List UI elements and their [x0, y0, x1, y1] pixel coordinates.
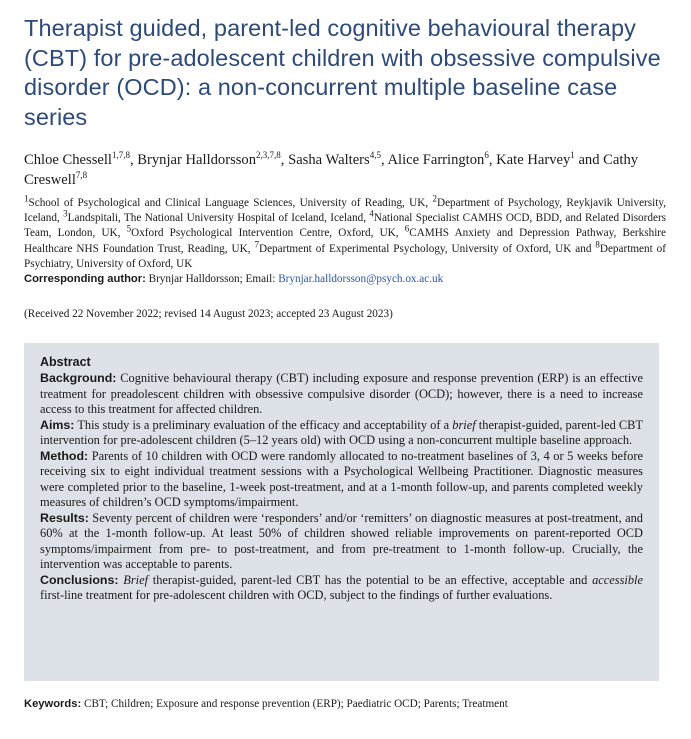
abstract-box	[24, 343, 659, 681]
affiliation-text: Landspitali, The National University Hospital of Iceland, Iceland,	[67, 212, 370, 225]
author-separator: ,	[280, 152, 289, 168]
received-dates: (Received 22 November 2022; revised 14 August 2023; accepted 23 August 2023)	[24, 308, 393, 320]
abstract-section-text: therapist-guided, parent-led CBT has the potential to be an effective, acceptable and	[148, 572, 593, 587]
abstract-section-text: accessible	[592, 572, 643, 587]
article-title: Therapist guided, parent-led cognitive behavioural therapy (CBT) for pre-adolescent children with obsessive compulsive disorder (OCD): a non-concurrent multiple baseline case series	[24, 15, 661, 130]
abstract-section	[40, 511, 643, 573]
author-name: Kate Harvey	[496, 152, 571, 168]
author-separator: ,	[380, 152, 388, 168]
affiliation-text: Department of Psychology, Reykjavik University, Iceland,	[24, 197, 666, 225]
abstract-section-label: Conclusions:	[40, 572, 119, 587]
author-separator: ,	[129, 152, 138, 168]
affiliation-list	[24, 193, 667, 270]
author-name: Sasha Walters	[288, 152, 370, 168]
affiliation-text: Oxford Psychological Intervention Centre, Oxford, UK,	[131, 227, 405, 240]
author-affiliation-marks: 1,7,8	[111, 150, 130, 161]
affiliation-number: 7	[254, 238, 259, 249]
author-affiliation-marks: 1	[570, 150, 575, 161]
affiliation-number: 4	[369, 208, 374, 219]
affiliation-number: 5	[126, 223, 132, 234]
abstract-section-label: Background:	[40, 371, 117, 385]
affiliation-text: National Specialist CAMHS OCD, BDD, and Related Disorders Team, London, UK,	[24, 212, 667, 240]
abstract-section-text: therapist-guided, parent-led CBT intervention for pre-adolescent children (5–12 years old) with OCD using a non-concurrent multiple baseline approach.	[40, 417, 644, 447]
abstract-section-text: Cognitive behavioural therapy (CBT) including exposure and response prevention (ERP) is an effective treatment for preadolescent children with obsessive compulsive disorder (OCD); however, there is a need to increase access to this treatment for affected children.	[40, 371, 643, 416]
keywords-label: Keywords:	[24, 698, 82, 710]
corresponding-author	[24, 272, 666, 287]
abstract-section-text: Brief	[123, 572, 149, 587]
author-separator: and	[574, 152, 604, 168]
affiliation-number: 8	[595, 238, 600, 249]
affiliation-number: 1	[24, 193, 29, 204]
affiliation-text: School of Psychological and Clinical Language Sciences, University of Reading, UK,	[28, 197, 433, 209]
author-name: Brynjar Halldorsson	[137, 152, 257, 168]
keywords-text: CBT; Children; Exposure and response prevention (ERP); Paediatric OCD; Parents; Treatment	[81, 698, 508, 710]
affiliation-text: Department of Experimental Psychology, University of Oxford, UK and	[258, 242, 596, 255]
abstract-heading: Abstract	[40, 355, 91, 369]
affiliation-number: 3	[63, 208, 68, 219]
abstract-section-label: Aims:	[40, 417, 75, 432]
affiliations	[24, 193, 667, 287]
author-affiliation-marks: 2,3,7,8	[256, 150, 281, 161]
abstract-section-text: brief	[452, 417, 476, 432]
author-name: Cathy Creswell	[24, 152, 639, 188]
affiliation-text: Department of Psychiatry, University of Oxford, UK	[24, 242, 666, 270]
author-name: Chloe Chessell	[24, 152, 112, 168]
abstract-section	[40, 371, 643, 418]
author-separator: ,	[488, 152, 497, 168]
affiliation-number: 6	[404, 223, 410, 234]
abstract-section	[40, 573, 643, 604]
author-affiliation-marks: 7,8	[75, 170, 88, 181]
author-affiliation-marks: 4,5	[369, 150, 381, 161]
abstract-section-text: Parents of 10 children with OCD were randomly allocated to no-treatment baselines of 3, 4 or 5 weeks before receiving six to eight individual treatment sessions with a Psychological Wellbeing Practitioner. Diagnostic measures were completed prior to the baseline, 1-week post-treatment, and at a 1-month follow-up, and parents completed weekly measures of children’s OCD symptoms/impairment.	[40, 448, 643, 509]
abstract-section-text: first-line treatment for pre-adolescent children with OCD, subject to the findings of further evaluations.	[40, 588, 553, 602]
corresponding-text: Brynjar Halldorsson; Email:	[145, 273, 279, 286]
abstract-section	[40, 418, 643, 449]
keywords	[24, 697, 664, 712]
author-affiliation-marks: 6	[484, 150, 489, 161]
abstract-sections	[40, 371, 643, 604]
abstract-section-text: This study is a preliminary evaluation of the efficacy and acceptability of a	[74, 417, 453, 432]
abstract-section	[40, 449, 643, 511]
corresponding-label: Corresponding author:	[24, 273, 146, 286]
affiliation-number: 2	[432, 193, 437, 204]
author-name: Alice Farrington	[387, 152, 485, 168]
affiliation-text: CAMHS Anxiety and Depression Pathway, Berkshire Healthcare NHS Foundation Trust, Reading, UK,	[24, 227, 666, 255]
corresponding-email-link[interactable]: Brynjar.halldorsson@psych.ox.ac.uk	[278, 273, 444, 286]
abstract-section-label: Method:	[40, 448, 89, 463]
abstract-section-text: Seventy percent of children were ‘responders’ and/or ‘remitters’ on diagnostic measures at post-treatment, and 60% at the 1-month follow-up. At least 50% of children showed reliable improvements on parent-reported OCD symptoms/impairment from pre- to post-treatment, and from pre-treatment to 1-month follow-up. Crucially, the intervention was acceptable to parents.	[40, 510, 643, 571]
abstract-section-label: Results:	[40, 510, 89, 525]
author-list	[24, 150, 674, 190]
